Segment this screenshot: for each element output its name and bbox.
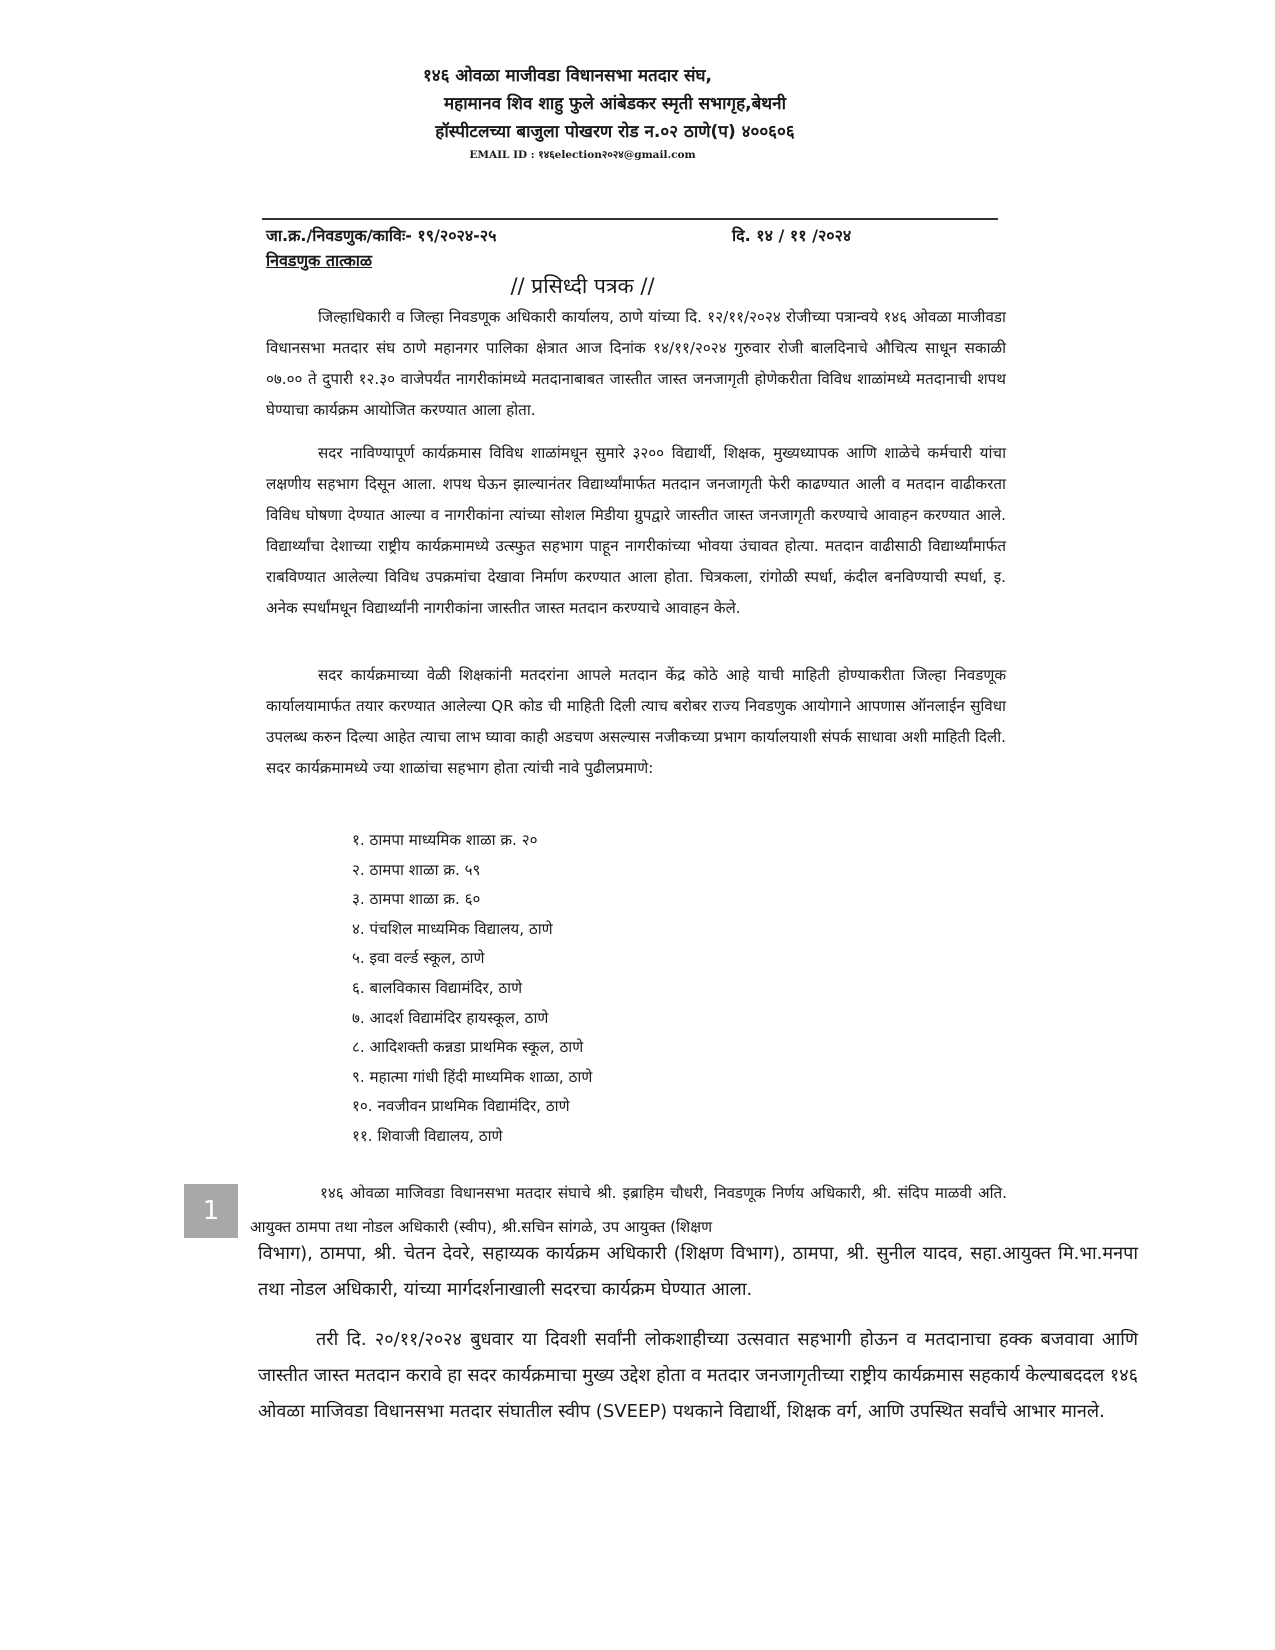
paragraph-2: सदर नाविण्यापूर्ण कार्यक्रमास विविध शाळांमधून सुमारे ३२०० विद्यार्थी, शिक्षक, मुख्यध्यापक आणि शाळेचे कर्मचारी यांचा लक्षणीय सहभाग दिसून आला. शपथ घेऊन झाल्यानंतर विद्यार्थ्यांमार्फत मतदान जनजागृती फेरी काढण्यात आली व मतदान वाढीकरता विविध घोषणा देण्यात आल्या व नागरीकांना त्यांच्या सोशल मिडीया ग्रुपद्वारे जास्तीत जास्त जनजागृती करण्याचे आवाहन करण्यात आले. विद्यार्थ्यांचा देशाच्या राष्ट्रीय कार्यक्रमामध्ये उत्स्फुत सहभाग पाहून नागरीकांच्या भोवया उंचावत होत्या. मतदान वाढीसाठी विद्यार्थ्यांमार्फत राबविण्यात आलेल्या विविध उपक्रमांचा देखावा निर्माण करण्यात आला होता. चित्रकला, रांगोळी स्पर्धा, कंदील बनविण्याची स्पर्धा, इ. अनेक स्पर्धांमधून विद्यार्थ्यांनी नागरीकांना जास्तीत जास्त मतदान करण्याचे आवाहन केले. xyxy=(266,444,1006,617)
list-item: ३. ठामपा शाळा क्र. ६० xyxy=(352,890,481,909)
reference-number: जा.क्र./निवडणुक/काविः- १९/२०२४-२५ xyxy=(266,226,497,245)
document-title: // प्रसिध्दी पत्रक // xyxy=(510,274,655,298)
list-item: ४. पंचशिल माध्यमिक विद्यालय, ठाणे xyxy=(352,919,553,938)
paragraph-3: सदर कार्यक्रमाच्या वेळी शिक्षकांनी मतदरांना आपले मतदान केंद्र कोठे आहे याची माहिती होण्याकरीता जिल्हा निवडणूक कार्यालयामार्फत तयार करण्यात आलेल्या QR कोड ची माहिती दिली त्याच बरोबर राज्य निवडणुक आयोगाने आपणास ऑनलाईन सुविधा उपलब्ध करुन दिल्या आहेत त्याचा लाभ घ्यावा काही अडचण असल्यास नजीकच्या प्रभाग कार्यालयाशी संपर्क साधावा अशी माहिती दिली. सदर कार्यक्रमामध्ये ज्या शाळांचा सहभाग होता त्यांची नावे पुढीलप्रमाणे: xyxy=(266,666,1006,777)
reference-date: दि. १४ / ११ /२०२४ xyxy=(732,226,852,245)
letterhead-line-1: १४६ ओवळा माजीवडा विधानसभा मतदार संघ, xyxy=(422,66,713,86)
list-item: ६. बालविकास विद्यामंदिर, ठाणे xyxy=(352,978,523,997)
letterhead-line-2: महामानव शिव शाहु फुले आंबेडकर स्मृती सभागृह,बेथनी xyxy=(444,94,786,114)
paragraph-5: तरी दि. २०/११/२०२४ बुधवार या दिवशी सर्वांनी लोकशाहीच्या उत्सवात सहभागी होऊन व मतदानाचा हक्क बजवावा आणि जास्तीत जास्त मतदान करावे हा सदर कार्यक्रमाचा मुख्य उद्देश होता व मतदार जनजागृतीच्या राष्ट्रीय कार्यक्रमास सहकार्य केल्याबददल १४६ ओवळा माजिवडा विधानसभा मतदार संघातील स्वीप (SVEEP) पथकाने विद्यार्थी, शिक्षक वर्ग, आणि उपस्थित सर्वांचे आभार मानले. xyxy=(258,1329,1138,1422)
list-item: ८. आदिशक्ती कन्नडा प्राथमिक स्कूल, ठाणे xyxy=(352,1038,584,1057)
letterhead xyxy=(0,62,1275,164)
list-item: १. ठामपा माध्यमिक शाळा क्र. २० xyxy=(352,831,538,849)
header-divider xyxy=(262,218,998,220)
paragraph-4-part-2: विभाग), ठामपा, श्री. चेतन देवरे, सहाय्यक कार्यक्रम अधिकारी (शिक्षण विभाग), ठामपा, श्री. सुनील यादव, सहा.आयुक्त मि.भा.मनपा तथा नोडल अधिकारी, यांच्या मार्गदर्शनाखाली सदरचा कार्यक्रम घेण्यात आला. xyxy=(258,1243,1138,1300)
list-item: २. ठामपा शाळा क्र. ५९ xyxy=(352,860,481,879)
letterhead-line-3: हॉस्पीटलच्या बाजुला पोखरण रोड न.०२ ठाणे(प) ४००६०६ xyxy=(435,122,795,142)
list-item: ११. शिवाजी विद्यालय, ठाणे xyxy=(352,1126,503,1145)
urgency-label: निवडणुक तात्काळ xyxy=(266,251,373,270)
list-item: १०. नवजीवन प्राथमिक विद्यामंदिर, ठाणे xyxy=(352,1097,570,1116)
page-number-badge: 1 xyxy=(184,1184,238,1238)
paragraph-4-part-1: १४६ ओवळा माजिवडा विधानसभा मतदार संघाचे श्री. इब्राहिम चौधरी, निवडणूक निर्णय अधिकारी, श्री. संदिप माळवी अति. आयुक्त ठामपा तथा नोडल अधिकारी (स्वीप), श्री.सचिन सांगळे, उप आयुक्त (शिक्षण xyxy=(250,1184,1007,1236)
school-list xyxy=(352,826,592,1152)
letterhead-email: EMAIL ID : १४६election२०२४@gmail.com xyxy=(469,149,696,161)
list-item: ७. आदर्श विद्यामंदिर हायस्कूल, ठाणे xyxy=(352,1008,549,1027)
paragraph-1: जिल्हाधिकारी व जिल्हा निवडणूक अधिकारी कार्यालय, ठाणे यांच्या दि. १२/११/२०२४ रोजीच्या पत्रान्वये १४६ ओवळा माजीवडा विधानसभा मतदार संघ ठाणे महानगर पालिका क्षेत्रात आज दिनांक १४/११/२०२४ गुरुवार रोजी बालदिनाचे औचित्य साधून सकाळी ०७.०० ते दुपारी १२.३० वाजेपर्यंत नागरीकांमध्ये मतदानाबाबत जास्तीत जास्त जनजागृती होणेकरीता विविध शाळांमध्ये मतदानाची शपथ घेण्याचा कार्यक्रम आयोजित करण्यात आला होता. xyxy=(266,308,1006,419)
list-item: ५. इवा वर्ल्ड स्कूल, ठाणे xyxy=(352,949,485,968)
list-item: ९. महात्मा गांधी हिंदी माध्यमिक शाळा, ठाणे xyxy=(352,1067,593,1086)
